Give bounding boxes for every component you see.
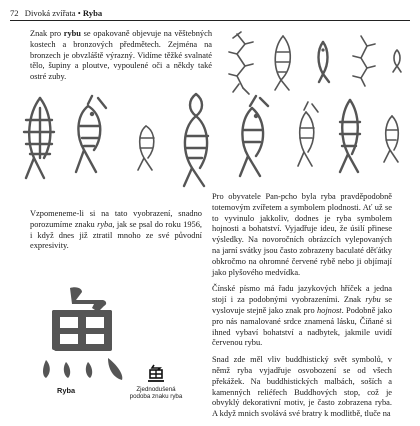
right-paragraph-3: Snad zde měl vliv buddhistický svět symbolů, v němž ryba vyjadřuje osvobození se od všech překážek. Na buddhistických malbách, soších a kamenných reliéfech Buddhových stop, což je obvyklý dekorativní motiv, je často zobrazena ryba. A když mnich svolává své bratry k modlitbě, tluče na <box>212 355 392 419</box>
intro-text-1: Znak pro <box>30 29 64 38</box>
right-paragraph-1: Pro obyvatele Pan-pcho byla ryba pravděpodobně totemovým zvířetem a symbolem plodnosti. Ať už se to vyvinulo jakkoliv, dodnes je ryba symbolem hojnosti a bohatství. Vyjadřuje ideu, že úsilí přinese výsledky. Na novoročních obrázcích vylepovaných na jarní svátky jsou často zobrazeny baculaté děťátky obkročmo na ohromné červené rybě nebo ji objímají jako plyšového medvídka. <box>212 192 392 277</box>
intro-paragraph <box>30 29 212 83</box>
p2-italic-1: rybu <box>365 295 381 305</box>
p2-text-2: se vyslovuje stejně jako znak pro <box>212 295 392 315</box>
section-title: Divoká zvířata <box>24 8 76 18</box>
left-text-2: , jak se psal do roku 1956, i když dnes již ztratil mnoho ze své původní expresivity. <box>30 219 202 251</box>
fish-glyph-6 <box>298 102 318 166</box>
fish-glyph-3 <box>138 126 154 170</box>
simplified-fish-character <box>146 364 166 384</box>
page-number: 72 <box>10 8 19 18</box>
simplified-character-caption: Zjednodušená podoba znaku ryba <box>129 386 183 401</box>
fish-glyph-5 <box>240 96 268 176</box>
right-paragraph-2 <box>212 284 392 349</box>
fish-glyph-top-3 <box>319 42 330 82</box>
header-rule <box>10 20 410 21</box>
fish-glyph-top-5 <box>393 50 401 72</box>
page-header <box>10 6 410 20</box>
fish-glyph-7 <box>340 100 360 172</box>
left-italic-term: ryba <box>97 219 113 229</box>
fish-glyph-4 <box>184 94 208 186</box>
header-separator: • <box>77 8 81 18</box>
intro-text-2: se opakovaně objevuje na věštebných kostech a bronzových předmětech. Zejména na bronzech je obvzláště výrazný. Vidíme těžké svalnaté tělo, šupiny a ploutve, vypoulené oči a někdy také ostré zuby. <box>30 29 213 82</box>
big-character-caption: Ryba <box>57 386 76 395</box>
fish-glyph-top-2 <box>275 36 290 90</box>
fish-glyph-top-4 <box>353 36 375 86</box>
fish-glyph-1 <box>24 98 54 178</box>
oracle-fish-glyphs-main <box>10 92 410 192</box>
right-column <box>212 192 392 426</box>
oracle-fish-glyphs-top <box>215 28 415 98</box>
chapter-title: Ryba <box>82 8 103 18</box>
fish-glyph-8 <box>384 116 398 162</box>
intro-bold-term: rybu <box>63 29 81 38</box>
p2-text-3: . Podobně jako pro nás namalované srdce znamená lásku, Číňané si ihned vybaví bohatství a nadbytek, jakmile uvidí červenou rybu. <box>212 305 393 348</box>
left-text-1: Vzpomeneme-li si na tato vyobrazení, snadno porozumíme znaku <box>30 209 202 229</box>
p2-italic-2: hojnost <box>316 305 342 315</box>
big-fish-character <box>32 284 132 384</box>
fish-glyph-top-1 <box>229 32 253 94</box>
fish-glyph-2 <box>76 96 106 172</box>
left-column-paragraph <box>30 209 202 252</box>
p2-text-1: Čínské písmo má řadu jazykových hříček a jedna stojí i za podobnými vyobrazeními. Znak <box>212 284 392 305</box>
